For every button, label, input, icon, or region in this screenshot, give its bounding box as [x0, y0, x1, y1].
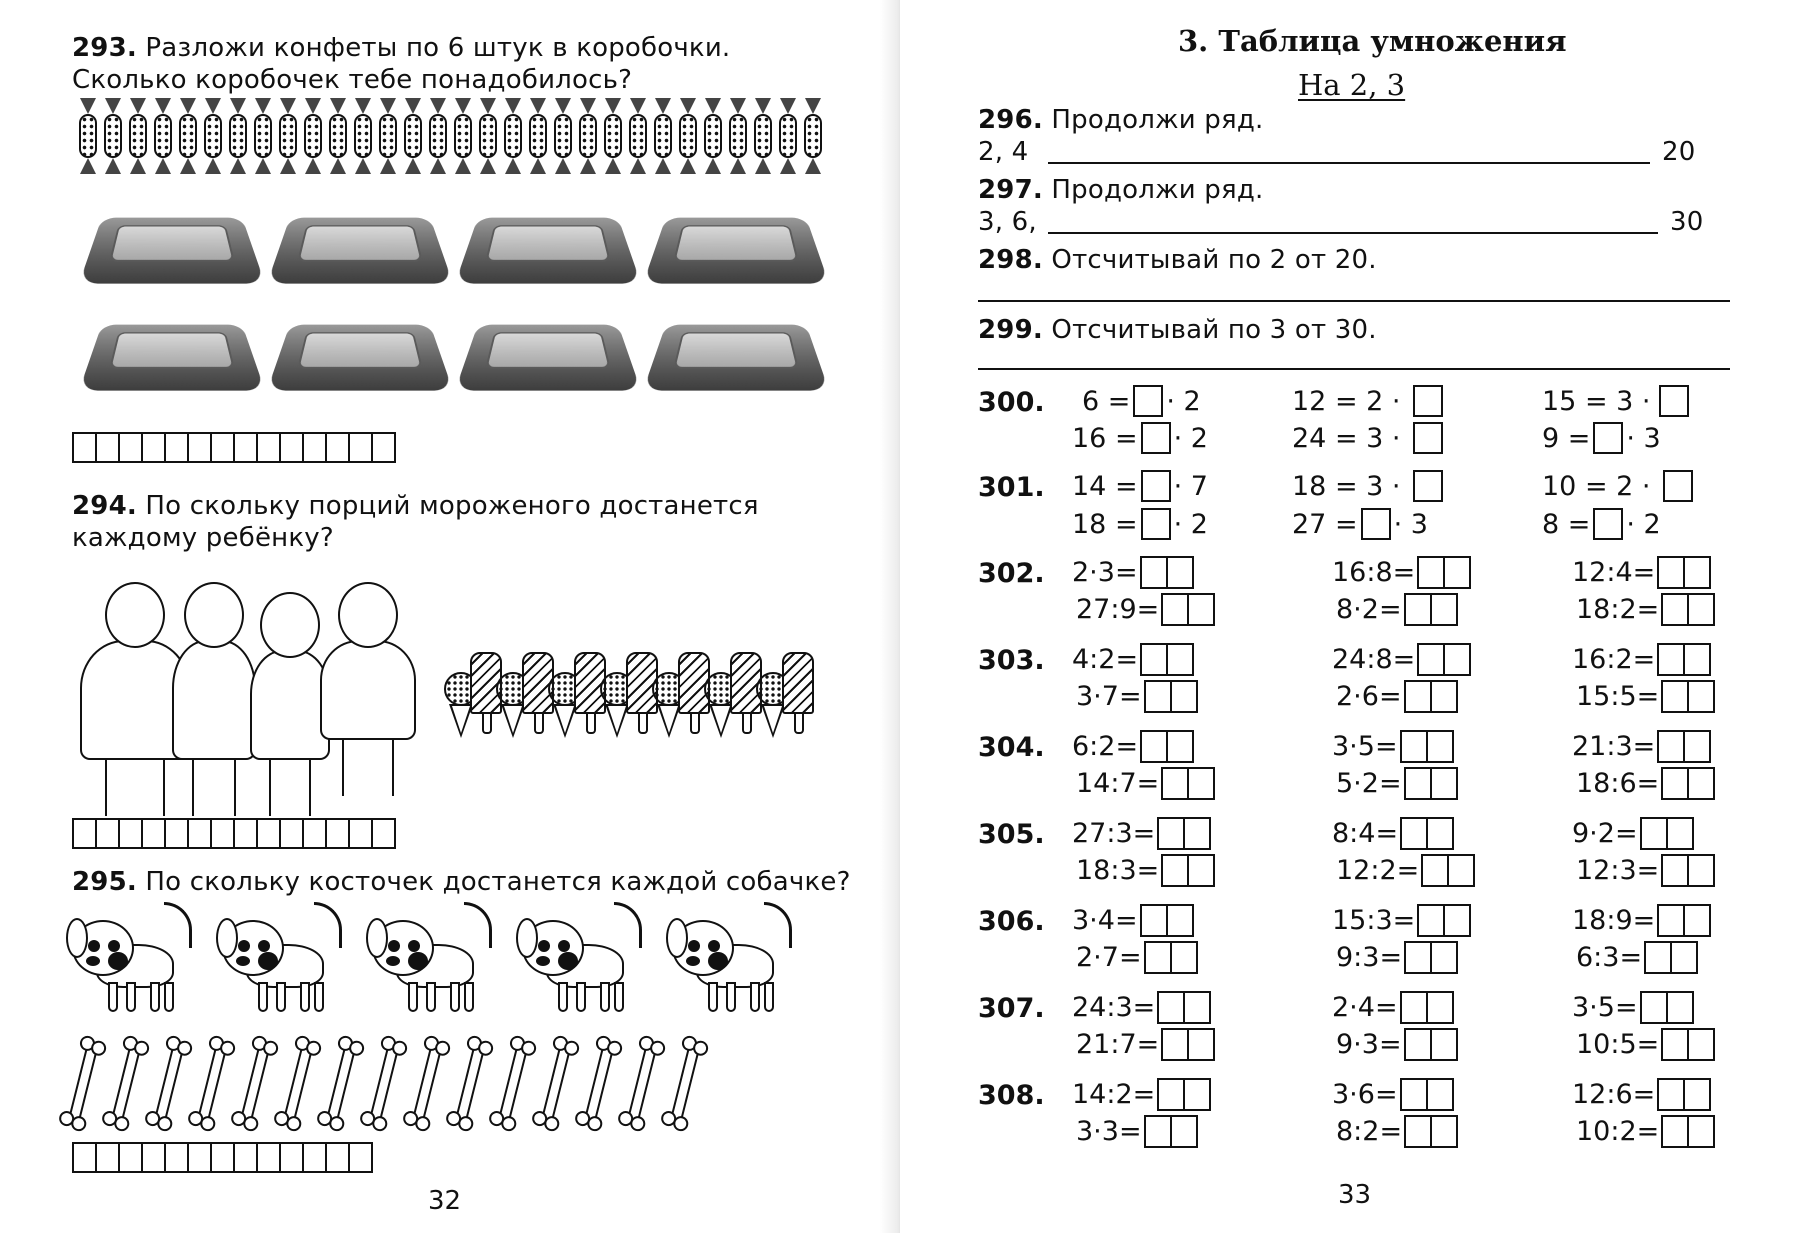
dog-image — [66, 900, 186, 1018]
answer-box[interactable] — [1141, 470, 1171, 502]
series-start: 3, 6, — [978, 207, 1037, 237]
answer-box[interactable] — [1140, 730, 1194, 763]
answer-box[interactable] — [1661, 854, 1715, 887]
equation-text: 6:3= — [1576, 942, 1643, 973]
answer-cells-294[interactable] — [72, 818, 394, 849]
answer-box[interactable] — [1161, 593, 1215, 626]
equation-text: 12:6= — [1572, 1079, 1656, 1110]
equation-text: 3·5= — [1572, 992, 1638, 1023]
answer-box[interactable] — [1593, 508, 1623, 540]
equation — [1332, 730, 1454, 763]
task-number: 306. — [978, 906, 1045, 937]
equation — [1076, 854, 1215, 887]
answer-box[interactable] — [1404, 680, 1458, 713]
equation-text: · 3 — [1626, 422, 1661, 454]
equation-text: 3·5= — [1332, 731, 1398, 762]
equation-text: 18:2= — [1576, 594, 1660, 625]
equation — [1332, 991, 1454, 1024]
equation-text: 21:7= — [1076, 1029, 1160, 1060]
equation — [1576, 941, 1698, 974]
task-number: 295. — [72, 867, 137, 897]
answer-box[interactable] — [1413, 470, 1443, 502]
equation-text: 8 = — [1542, 508, 1591, 540]
answer-box[interactable] — [1140, 904, 1194, 937]
equation-text: 14 = — [1072, 470, 1138, 502]
task-text: Отсчитывай по 2 от 20. — [1051, 245, 1377, 275]
task-296 — [978, 104, 1263, 136]
answer-box[interactable] — [1133, 385, 1163, 417]
equation-text: 10 = 2 · — [1542, 470, 1651, 502]
task-text: По скольку порций мороженого достанется каждому ребёнку? — [72, 491, 759, 553]
candy-image — [528, 98, 548, 174]
equation-text: 18 = — [1072, 508, 1138, 540]
answer-box[interactable] — [1161, 854, 1215, 887]
task-number: 294. — [72, 491, 137, 521]
equation-text: 27:3= — [1072, 818, 1156, 849]
equation-text: 15 = 3 · — [1542, 385, 1651, 417]
answer-box[interactable] — [1400, 991, 1454, 1024]
equation — [1072, 1078, 1211, 1111]
equation-text: 6 = — [1082, 385, 1131, 417]
answer-line[interactable] — [1048, 162, 1650, 164]
equation-text: · 3 — [1393, 508, 1428, 540]
equation-text: 18:6= — [1576, 768, 1660, 799]
dog-image — [516, 900, 636, 1018]
candy-image — [178, 98, 198, 174]
equation-text: 14:7= — [1076, 768, 1160, 799]
candy-image — [78, 98, 98, 174]
candy-image — [678, 98, 698, 174]
candy-image — [553, 98, 573, 174]
equation — [1072, 470, 1208, 502]
equation-text: 24:8= — [1332, 644, 1416, 675]
equation — [1542, 385, 1692, 417]
equation — [1076, 1115, 1198, 1148]
equation — [1072, 556, 1194, 589]
answer-box[interactable] — [1404, 1115, 1458, 1148]
task-number: 298. — [978, 245, 1043, 275]
tray-image — [92, 205, 252, 287]
answer-box[interactable] — [1140, 556, 1194, 589]
equation-text: 16 = — [1072, 422, 1138, 454]
equation-text: 2·7= — [1076, 942, 1142, 973]
equation-text: 8·2= — [1336, 594, 1402, 625]
answer-box[interactable] — [1640, 991, 1694, 1024]
task-294 — [72, 490, 832, 554]
equation — [1072, 991, 1211, 1024]
candy-image — [703, 98, 723, 174]
task-295 — [72, 866, 852, 898]
answer-box[interactable] — [1404, 593, 1458, 626]
answer-box[interactable] — [1157, 817, 1211, 850]
answer-box[interactable] — [1400, 730, 1454, 763]
equation — [1542, 470, 1696, 502]
equation-text: 3·7= — [1076, 681, 1142, 712]
answer-line[interactable] — [978, 368, 1730, 370]
equation — [1572, 1078, 1711, 1111]
task-293 — [72, 32, 832, 96]
answer-box[interactable] — [1657, 1078, 1711, 1111]
tray-image — [468, 312, 628, 394]
answer-box[interactable] — [1417, 556, 1471, 589]
equation-text: 10:5= — [1576, 1029, 1660, 1060]
equation — [1072, 508, 1208, 540]
answer-box[interactable] — [1141, 508, 1171, 540]
equation — [1332, 817, 1454, 850]
answer-box[interactable] — [1144, 1115, 1198, 1148]
equation — [1576, 1028, 1715, 1061]
equation-text: 9:3= — [1336, 942, 1403, 973]
equation — [1572, 556, 1711, 589]
tray-image — [280, 312, 440, 394]
equation — [1576, 767, 1715, 800]
equation — [1576, 680, 1715, 713]
equation-text: · 2 — [1166, 385, 1201, 417]
task-number: 296. — [978, 105, 1043, 135]
candy-image — [653, 98, 673, 174]
candy-image — [803, 98, 823, 174]
answer-box[interactable] — [1413, 422, 1443, 454]
equation — [1082, 385, 1201, 417]
equation — [1076, 1028, 1215, 1061]
tray-image — [656, 312, 816, 394]
equation — [1336, 1028, 1458, 1061]
candy-image — [603, 98, 623, 174]
equation-text: 16:8= — [1332, 557, 1416, 588]
equation-text: 6:2= — [1072, 731, 1139, 762]
equation-text: 9 = — [1542, 422, 1591, 454]
answer-box[interactable] — [1413, 385, 1443, 417]
equation — [1576, 1115, 1715, 1148]
equation — [1572, 904, 1711, 937]
section-subtitle: На 2, 3 — [1298, 68, 1406, 102]
task-number: 307. — [978, 993, 1045, 1024]
answer-line[interactable] — [1048, 232, 1658, 234]
series-start: 2, 4 — [978, 137, 1029, 167]
candy-row — [78, 98, 823, 174]
equation-text: · 2 — [1173, 508, 1208, 540]
task-number: 305. — [978, 819, 1045, 850]
equation-text: 18:3= — [1076, 855, 1160, 886]
answer-box[interactable] — [1421, 854, 1475, 887]
series-end: 30 — [1670, 207, 1704, 237]
equation-text: 18:9= — [1572, 905, 1656, 936]
answer-box[interactable] — [1404, 767, 1458, 800]
equation-text: 5·2= — [1336, 768, 1402, 799]
answer-box[interactable] — [1661, 593, 1715, 626]
equation-text: 12:3= — [1576, 855, 1660, 886]
candy-image — [303, 98, 323, 174]
tray-image — [92, 312, 252, 394]
candy-image — [253, 98, 273, 174]
page-number: 33 — [1338, 1180, 1372, 1210]
equation — [1076, 941, 1198, 974]
candy-image — [353, 98, 373, 174]
equation — [1072, 904, 1194, 937]
equation-text: 3·4= — [1072, 905, 1138, 936]
candy-image — [103, 98, 123, 174]
candy-image — [728, 98, 748, 174]
equation — [1336, 767, 1458, 800]
candy-image — [628, 98, 648, 174]
equation-text: 4:2= — [1072, 644, 1139, 675]
task-number: 308. — [978, 1080, 1045, 1111]
candy-image — [478, 98, 498, 174]
equation — [1076, 593, 1215, 626]
answer-box[interactable] — [1417, 904, 1471, 937]
ice-cream-bar-image — [782, 652, 814, 714]
equation-text: 15:5= — [1576, 681, 1660, 712]
equation-text: · 7 — [1173, 470, 1208, 502]
task-298 — [978, 244, 1377, 276]
answer-box[interactable] — [1404, 941, 1458, 974]
candy-image — [503, 98, 523, 174]
equation-text: 27:9= — [1076, 594, 1160, 625]
equation — [1292, 422, 1446, 454]
answer-box[interactable] — [1663, 470, 1693, 502]
child-figure — [250, 650, 330, 760]
candy-image — [128, 98, 148, 174]
tray-image — [656, 205, 816, 287]
candy-image — [778, 98, 798, 174]
candy-image — [378, 98, 398, 174]
equation-text: 21:3= — [1572, 731, 1656, 762]
answer-cells-293[interactable] — [72, 432, 394, 463]
equation — [1076, 680, 1198, 713]
task-number: 299. — [978, 315, 1043, 345]
page-33 — [900, 0, 1800, 1233]
answer-box[interactable] — [1661, 680, 1715, 713]
answer-box[interactable] — [1417, 643, 1471, 676]
task-number: 303. — [978, 645, 1045, 676]
equation-text: 2·4= — [1332, 992, 1398, 1023]
equation-text: 12 = 2 · — [1292, 385, 1401, 417]
equation — [1542, 508, 1661, 540]
answer-box[interactable] — [1657, 556, 1711, 589]
equation-text: 24 = 3 · — [1292, 422, 1401, 454]
answer-box[interactable] — [1157, 1078, 1211, 1111]
equation — [1072, 643, 1194, 676]
equation-text: · 2 — [1173, 422, 1208, 454]
answer-box[interactable] — [1400, 1078, 1454, 1111]
equation — [1076, 767, 1215, 800]
equation-text: 8:2= — [1336, 1116, 1403, 1147]
answer-box[interactable] — [1657, 643, 1711, 676]
equation — [1542, 422, 1661, 454]
equation-text: 3·6= — [1332, 1079, 1398, 1110]
tray-image — [468, 205, 628, 287]
candy-image — [203, 98, 223, 174]
equation-text: 2·6= — [1336, 681, 1402, 712]
task-text: Разложи конфеты по 6 штук в коробочки. Сколько коробочек тебе понадобилось? — [72, 33, 731, 95]
equation-text: 3·3= — [1076, 1116, 1142, 1147]
dog-image — [666, 900, 786, 1018]
bone-image — [659, 1034, 711, 1134]
answer-box[interactable] — [1144, 941, 1198, 974]
child-figure — [172, 640, 256, 760]
series-end: 20 — [1662, 137, 1696, 167]
answer-box[interactable] — [1640, 817, 1694, 850]
equation-text: 9·2= — [1572, 818, 1638, 849]
task-number: 302. — [978, 558, 1045, 589]
section-title: 3. Таблица умножения — [1178, 24, 1567, 58]
equation — [1072, 730, 1194, 763]
equation — [1332, 1078, 1454, 1111]
equation — [1336, 941, 1458, 974]
equation — [1332, 904, 1471, 937]
answer-cells-295[interactable] — [72, 1142, 371, 1173]
page-number: 32 — [428, 1186, 462, 1216]
equation-text: 16:2= — [1572, 644, 1656, 675]
equation — [1336, 593, 1458, 626]
answer-box[interactable] — [1657, 730, 1711, 763]
equation — [1572, 730, 1711, 763]
answer-box[interactable] — [1657, 904, 1711, 937]
answer-box[interactable] — [1141, 422, 1171, 454]
candy-image — [228, 98, 248, 174]
tray-image — [280, 205, 440, 287]
answer-box[interactable] — [1661, 767, 1715, 800]
equation — [1336, 680, 1458, 713]
answer-box[interactable] — [1661, 1115, 1715, 1148]
answer-box[interactable] — [1361, 508, 1391, 540]
task-number: 297. — [978, 175, 1043, 205]
answer-box[interactable] — [1644, 941, 1698, 974]
candy-image — [278, 98, 298, 174]
equation-text: 27 = — [1292, 508, 1358, 540]
child-figure — [320, 640, 416, 740]
candy-image — [578, 98, 598, 174]
answer-line[interactable] — [978, 300, 1730, 302]
answer-box[interactable] — [1659, 385, 1689, 417]
task-number: 293. — [72, 33, 137, 63]
task-text: По скольку косточек достанется каждой собачке? — [145, 867, 851, 897]
equation — [1336, 854, 1475, 887]
equation-text: 10:2= — [1576, 1116, 1660, 1147]
dog-image — [366, 900, 486, 1018]
answer-box[interactable] — [1161, 767, 1215, 800]
equation — [1072, 422, 1208, 454]
answer-box[interactable] — [1144, 680, 1198, 713]
equation — [1572, 991, 1694, 1024]
answer-box[interactable] — [1404, 1028, 1458, 1061]
equation-text: 14:2= — [1072, 1079, 1156, 1110]
candy-image — [428, 98, 448, 174]
answer-box[interactable] — [1161, 1028, 1215, 1061]
equation — [1292, 508, 1428, 540]
equation-text: · 2 — [1626, 508, 1661, 540]
equation — [1572, 817, 1694, 850]
equation — [1576, 593, 1715, 626]
equation — [1292, 470, 1446, 502]
equation — [1072, 817, 1211, 850]
equation-text: 24:3= — [1072, 992, 1156, 1023]
dog-image — [216, 900, 336, 1018]
task-text: Отсчитывай по 3 от 30. — [1051, 315, 1377, 345]
equation — [1336, 1115, 1458, 1148]
equation-text: 18 = 3 · — [1292, 470, 1401, 502]
equation — [1576, 854, 1715, 887]
equation — [1332, 643, 1471, 676]
candy-image — [328, 98, 348, 174]
answer-box[interactable] — [1661, 1028, 1715, 1061]
equation-text: 9·3= — [1336, 1029, 1402, 1060]
equation-text: 12:4= — [1572, 557, 1656, 588]
equation — [1332, 556, 1471, 589]
answer-box[interactable] — [1400, 817, 1454, 850]
equation-text: 12:2= — [1336, 855, 1420, 886]
equation — [1572, 643, 1711, 676]
task-text: Продолжи ряд. — [1051, 105, 1264, 135]
candy-image — [453, 98, 473, 174]
candy-image — [753, 98, 773, 174]
equation-text: 8:4= — [1332, 818, 1399, 849]
equation-text: 15:3= — [1332, 905, 1416, 936]
candy-image — [403, 98, 423, 174]
task-number: 304. — [978, 732, 1045, 763]
task-number: 300. — [978, 387, 1045, 418]
answer-box[interactable] — [1593, 422, 1623, 454]
equation-text: 2·3= — [1072, 557, 1138, 588]
task-text: Продолжи ряд. — [1051, 175, 1264, 205]
task-number: 301. — [978, 472, 1045, 503]
answer-box[interactable] — [1140, 643, 1194, 676]
task-297 — [978, 174, 1263, 206]
task-299 — [978, 314, 1377, 346]
candy-image — [153, 98, 173, 174]
answer-box[interactable] — [1157, 991, 1211, 1024]
equation — [1292, 385, 1446, 417]
